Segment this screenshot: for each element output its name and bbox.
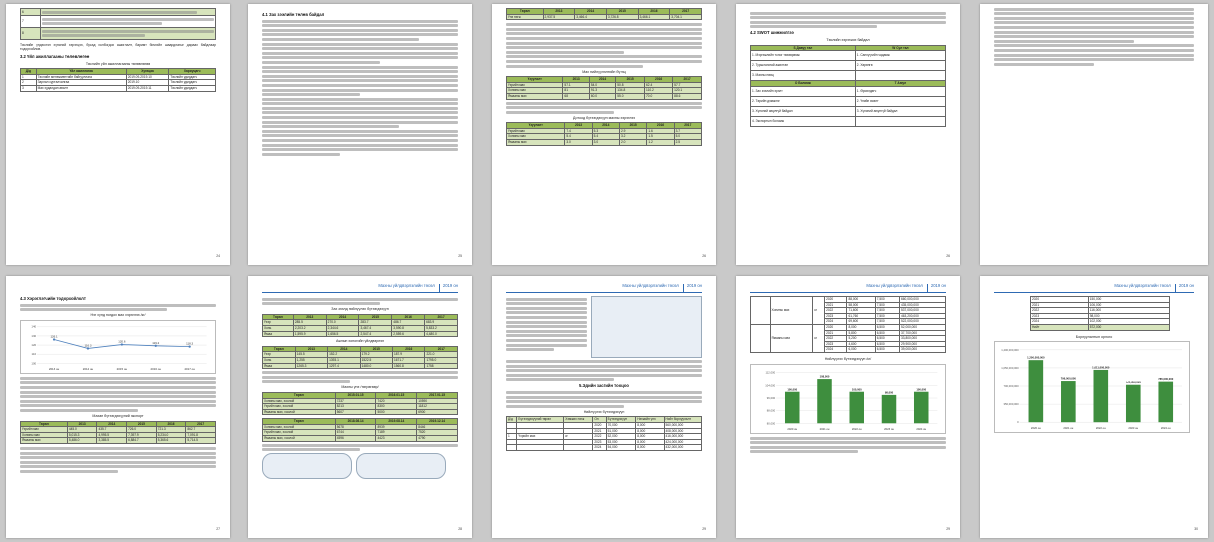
bar [1126,385,1141,422]
data-label: 100,000 [787,387,798,391]
y-tick-label: 350,000,000 [1003,403,1019,407]
x-tick-label: 2016 он [150,366,161,371]
revenue-bar-chart [994,341,1190,433]
table-row: Үхэр 145.5 152.2 179.2 187.9 221.0 [263,352,458,358]
x-tick-label: 2023 он [1128,427,1139,431]
table-row: 2022 5,200 6,500 33,800,000 [751,336,946,342]
table-row: 2023 4,600 6,500 29,900,000 [751,341,946,347]
table-row: Хонь 1,255 1393.1 1522.5 1671.7 1795.0 [263,357,458,363]
bar [1158,382,1173,423]
y-tick-label: 700,000,000 [1003,385,1019,389]
revenue-summary-table [1030,296,1170,331]
data-label: 100,000 [851,387,862,391]
data-point [155,344,157,346]
table-row: 2023 98,000 [1031,313,1170,319]
table-caption: Махны үнэ /төгрөгөөр/ [341,385,379,390]
bar [1061,381,1076,422]
table-row: Хонины мах, хоолой 7237 7420 10590 [263,398,458,404]
table-row: Ямааны мах 68 60.0 55.0 70.0 88.6 [507,93,702,99]
plan-table: Д/д Үйл ажиллагаа Хугацаа Хариуцагч 1 Төслийн менежментийн байгууллага 2019.09-2019.10 Төслийн удирдагч 2 Зарлал сурталчилгаа 2019.10 Төслийн удирдагч 3 Мах худалдан авалт 2019.09-2019.11 Төслийн удирдагч [20,68,216,91]
x-tick-label: 2024 он [1160,427,1171,431]
x-tick-label: 2022 он [851,427,862,431]
x-tick-label: 2020 он [787,427,798,431]
page-header: Махны үйлдвэрлэлийн төсөл 2019 он [994,284,1194,293]
y-tick-label: 88,000 [766,409,776,413]
y-tick-label: 120 [31,342,37,347]
table-row: 2020 70,000 8,000 560,000,000 [507,422,702,428]
table-caption: Нийлүүлэх бүтээгдэхүүн [583,409,625,414]
x-tick-label: 2013 он [48,366,60,371]
x-tick-label: 2024 он [916,427,927,431]
page-number: 29 [946,527,950,532]
x-tick-label: 2020 он [1030,427,1041,431]
data-label: 725,000,000 [1125,381,1141,385]
bar [1093,370,1108,422]
table-row: Ямааны мах, хоолой 5607 5000 6900 [263,409,458,415]
page-number: 27 [216,527,220,532]
infographic-image [356,453,446,479]
page-number: 29 [702,527,706,532]
y-tick-label: 1,400,000,000 [1001,348,1019,352]
table-row: 2023 61,760 7,500 463,200,000 [751,313,946,319]
data-label: 118.3 [186,341,194,346]
process-diagram-image [591,296,702,358]
chart-title: Нийлүүлэх бүтээгдэхүүн /кг/ [824,356,872,361]
supply-table: Үзүүлэлт 2013 2014 2015 2016 2017 Үхрийн мах 57.1 54.0 50.8 62.4 57.7 Хонины мах 81 91.3 134.8 110.2 120.1 Ямааны мах 68 60.0 55.0 70.0 88.6 [506,76,702,99]
table-caption: Төслийн хэрэгжих байдал [826,37,870,42]
table-row: Ямаа 1,595.9 1,656.5 2,547.4 2,559.6 4,480.0 [263,331,458,337]
table-row: Ямаа 1265.3 1297.4 1480.0 1560.8 1758 [263,363,458,369]
data-label: 108,000 [819,375,830,379]
table-row: Нийт 572,000 [1031,324,1170,330]
table-row: 2021 5,800 6,500 37,700,000 [751,330,946,336]
table-row: Үхрийн мах 445.0 435.7 726.0 721.3 862.7 [21,427,216,433]
data-point [53,338,55,340]
page-number: 24 [216,254,220,259]
price-table: Төрөл 2013 2014 2015 2016 2017 Үнэ нэгж 2,937.5 3,466.4 3,726.8 3,466.1 3,704.1 [506,8,702,20]
table-row: Үхрийн мах 57.1 54.0 50.8 62.4 57.7 [507,82,702,88]
table-row: Ямааны мах кг 2020 8,000 6,500 52,000,000 [751,324,946,330]
table-caption: Махан бүтээгдэхүүний экспорт [92,413,144,418]
supply-bar-chart [750,364,946,434]
table-caption: Дотоод бүтээгдэхүүн махны хэрэглээ [573,115,635,120]
page-number: 26 [702,254,706,259]
data-point [121,343,123,345]
data-label: 119.2 [152,340,160,345]
infographic-images [262,453,458,479]
table-row: Ямааны мах 3.0 3.0 2.0 1.2 2.5 [507,140,702,146]
table-row: Хонины мах 81 91.3 134.8 110.2 120.1 [507,88,702,94]
x-tick-label: 2023 он [884,427,894,431]
intro-text: Төслийн үндэслэл хүнсний хэрэгцээ, бусад холбогдох ашиглалт, баримт бичгийн шаардлагыг дараах байдлаар тодорхойлов. [20,42,216,52]
meat-price-table-2: Төрөл 2018.08.14 2019.08.14 2019.12.14 Хонины мах, хоолой 5678 8939 8446 Үхрийн мах, хоолой 6744 7189 7520 Ямааны мах, хоолой 4596 4423 4790 [262,418,458,441]
export-table: Төрөл 2013 2014 2015 2016 2017 Үхрийн мах 445.0 435.7 726.0 721.3 862.7 Хонины мах 5,015.3 4,995.5 7,397.9 5,234.0 7,091.8 Ямааны мах 5,486.0 3,385.5 6,884.7 5,365.6 5,714.5 [20,421,216,444]
data-point [87,347,89,349]
y-tick-label: 100 [31,361,37,366]
x-tick-label: 2014 он [82,366,94,371]
data-label: 785,000,000 [1158,378,1174,382]
table-row: 2021 106,000 [1031,302,1170,308]
table-row: 2024 102,000 [1031,319,1170,325]
page-header: Махны үйлдвэрлэлийн төсөл 2019 он [750,284,946,293]
table-row: 2023 53,000 8,000 424,000,000 [507,439,702,445]
table-row: Үхрийн мах, хоолой 8213 8300 11812 [263,404,458,410]
page-header: Махны үйлдвэрлэлийн төсөл 2019 он [262,284,458,293]
data-label: 98,000 [884,390,894,394]
document-page-swot [736,4,960,265]
y-tick-label: 80,000 [766,421,776,425]
table-row: Хонины мах кг 2020 88,000 7,500 660,000,000 [751,297,946,303]
table-row: 2024 69,600 7,500 522,000,000 [751,319,946,325]
table-row: 1 Үхрийн мах кг 2022 52,000 8,000 416,000,000 [507,434,702,440]
table-row: Үхэр 285.5 270.0 283.7 486.7 683.9 [263,320,458,326]
y-tick-label: 1,050,000,000 [1001,367,1019,371]
meat-price-table-1: Төрөл 2015.01.15 2016.01.15 2017.01.15 Хонины мах, хоолой 7237 7420 10590 Үхрийн мах, хоолой 8213 8300 11812 Ямааны мах, хоолой 5607 5000 6900 [262,392,458,415]
table-caption: Зах зээлд нийлүүлэх бүтээгдэхүүн [331,307,389,312]
table-row: 2021 58,000 7,500 435,000,000 [751,302,946,308]
table-row: 2022 116,000 [1031,308,1170,314]
table-row: Хонины мах 5.4 5.4 3.2 1.5 5.0 [507,134,702,140]
data-label: 120.6 [118,339,126,344]
section-heading: 3.2 Үйл ажиллагааны төлөвлөгөө [20,53,90,59]
sales-table-continued [750,296,946,353]
chart-title: Нэг хүнд ногдох мах хэрэглээ /кг/ [90,313,146,318]
data-label: 1,011,000,000 [1092,366,1110,370]
consumption-table: Үзүүлэлт 2013 2014 2015 2016 2017 Үхрийн мах 7.4 5.3 2.9 1.6 3.7 Хонины мах 5.4 5.4 3.2 1.5 5.0 Ямааны мах 3.0 3.0 2.0 1.2 2.5 [506,122,702,145]
table-row: 2021 51,000 8,000 408,000,000 [507,428,702,434]
y-tick-label: 0 [1017,421,1019,425]
x-tick-label: 2015 он [116,366,128,371]
document-page-29a [492,276,716,538]
document-page-25 [248,4,472,265]
data-label: 796,000,000 [1060,377,1076,381]
infographic-image [262,453,352,479]
x-tick-label: 2021 он [819,427,830,431]
bar [1029,360,1044,422]
table-row: 1 Төслийн менежментийн байгууллага 2019.09-2019.10 Төслийн удирдагч [21,74,216,80]
page-header: Махны үйлдвэрлэлийн төсөл 2019 он [506,284,702,293]
section-heading: 5.Эдийн засгийн тооцоо [579,383,629,389]
document-page-29b [736,276,960,538]
table-row: 3 Мах худалдан авалт 2019.09-2019.11 Төслийн удирдагч [21,85,216,91]
bar [914,391,929,423]
page-number: 28 [458,527,462,532]
table-row: 2024 6,000 6,500 39,000,000 [751,347,946,353]
table-row: Ямааны мах, хоолой 4596 4423 4790 [263,436,458,442]
section-heading: 4.3 Хэрэглэгчийн тодорхойлолт [20,296,86,301]
data-label: 116.3 [84,343,92,348]
section-heading: 4.1 Зах зээлийн төлөв байдал [262,12,325,17]
chart-title: Борлуулалтын орлого [1075,334,1113,339]
bar [817,379,832,423]
x-tick-label: 2021 он [1063,427,1074,431]
body-text [262,20,458,156]
bar [785,391,800,423]
table-row: Ямааны мах 5,486.0 3,385.5 6,884.7 5,365.6 5,714.5 [21,438,216,444]
bar [882,394,897,422]
consumption-line-chart [20,320,216,374]
document-page-30 [980,276,1208,538]
page-number: 26 [946,254,950,259]
y-tick-label: 104,000 [765,383,776,387]
document-page-27 [6,276,230,538]
y-tick-label: 140 [31,324,37,329]
top-table: 6 7 8 [20,8,216,40]
document-page-24 [6,4,230,265]
table-row: Үхрийн мах, хоолой 6744 7189 7520 [263,430,458,436]
table-row: 2 Зарлал сурталчилгаа 2019.10 Төслийн удирдагч [21,80,216,86]
sales-table: Д/д Бүтээгдэхүүний төрөл Хэмжих нэгж Он Бүтээгдэхүүн Нэгжийн үнэ Нийт борлуулалт 2020 70,000 8,000 560,000,000 2021 51,000 8,000 408,000,000 1 Үхрийн мах кг 2022 52,000 8,000 416,000,000 2023 53,000 8,000 424,000,000 2024 54,000 8,000 432,000,000 [506,416,702,451]
daily-table: Төрөл 2013 2014 2015 2016 2017 Үхэр 145.5 152.2 179.2 187.9 221.0 Хонь 1,255 1393.1 1522.5 1671.7 1795.0 Ямаа 1265.3 1297.4 1480.0 1560.8 1758 [262,346,458,369]
data-label: 126.1 [50,334,58,339]
market-table: Төрөл 2013 2014 2015 2016 2017 Үхэр 285.5 270.0 283.7 486.7 683.9 Хонь 2,203.2 2,344.6 3,467.4 3,590.8 5,833.2 Ямаа 1,595.9 1,656.5 2,547.4 2,559.6 4,480.0 [262,314,458,337]
table-row: Хонины мах, хоолой 5678 8939 8446 [263,424,458,430]
table-caption: Төслийн үйл ажиллагааны төлөвлөгөө [85,61,151,66]
bar [849,391,864,423]
table-row: Хонины мах 5,015.3 4,995.5 7,397.9 5,234.0 7,091.8 [21,432,216,438]
table-caption: Ажлын хоногийн үйлдвэрлэл [335,339,385,344]
table-caption: Мах нийлүүлэлтийн бүтэц [582,69,626,74]
data-label: 1,200,000,000 [1027,356,1045,360]
y-tick-label: 110 [31,351,37,356]
data-label: 100,000 [916,387,927,391]
document-page-28 [248,276,472,538]
document-page-partial-top [980,4,1208,265]
table-row: 2024 54,000 8,000 432,000,000 [507,445,702,451]
y-tick-label: 96,000 [766,396,776,400]
table-row: Хонь 2,203.2 2,344.6 3,467.4 3,590.8 5,833.2 [263,325,458,331]
table-row: 2020 150,000 [1031,297,1170,303]
swot-table: S Давуу тал W Сул тал 1. Мэргэжлийн тоног төхөөрөмж 1. Санхүүгийн чадамж 2. Туршлагатай ажилтан 2. Хөрөнгө 3. Махны нөөц O Боломж T Аюул 1. Зах зээлийн эрэлт 1. Өрсөлдөгч 2. Төрийн дэмжлэг 2. Үнийн өсөлт 3. Хүнсний аюулгүй байдал 3. Хүнсний аюулгүй байдал 4. Экспортын боломж [750,45,946,127]
y-tick-label: 130 [31,333,37,338]
data-point [188,345,190,347]
document-page-26 [492,4,716,265]
x-tick-label: 2022 он [1095,427,1106,431]
table-row: 2022 71,600 7,500 537,000,000 [751,308,946,314]
table-row: Үхрийн мах 7.4 5.3 2.9 1.6 3.7 [507,128,702,134]
x-tick-label: 2017 он [184,366,195,371]
page-number: 30 [1194,527,1198,532]
section-heading: 4.2 SWOT шинжилгээ [750,30,794,36]
y-tick-label: 112,000 [765,371,776,375]
page-number: 25 [458,254,462,259]
